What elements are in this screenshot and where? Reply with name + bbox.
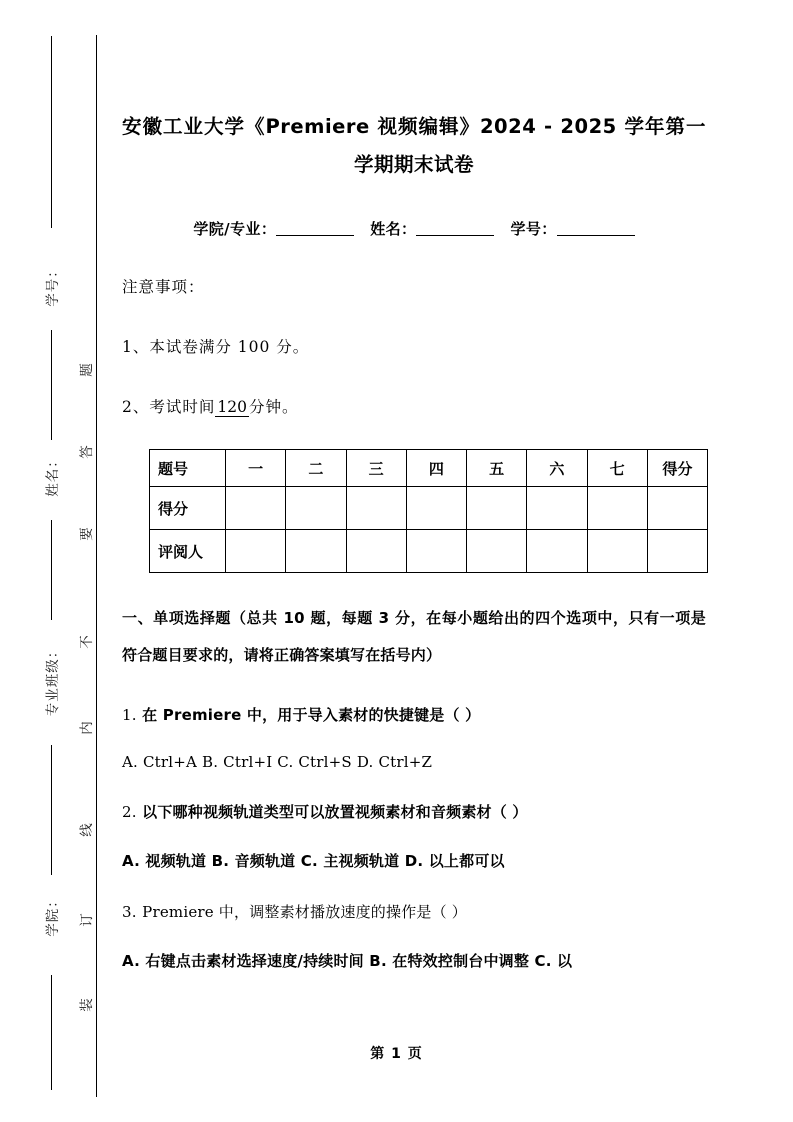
table-row-header [150, 450, 708, 487]
score-row-label-grader: 评阅人 [150, 530, 226, 573]
margin-label-college: 学院： [45, 893, 61, 937]
grader-cell[interactable] [286, 530, 346, 573]
margin-label-class: 专业班级： [45, 643, 61, 717]
question-3-text: Premiere 中，调整素材播放速度的操作是（ ） [142, 903, 467, 921]
binding-margin [0, 0, 110, 1122]
score-table-header-3: 三 [346, 450, 406, 487]
outer-vertical-rule-segment [51, 975, 52, 1090]
margin-seal-char-7: 订 [79, 913, 95, 927]
notice-item-2 [122, 395, 706, 417]
page-footer: 第 1 页 [370, 1046, 423, 1062]
question-1-options[interactable]: A. Ctrl+A B. Ctrl+I C. Ctrl+S D. Ctrl+Z [122, 753, 433, 771]
margin-seal-char-1: 题 [79, 363, 95, 377]
margin-seal-char-3: 要 [79, 527, 95, 541]
score-table-header-2: 二 [286, 450, 346, 487]
score-table [149, 449, 708, 573]
margin-seal-char-4: 不 [79, 635, 95, 649]
notice-item-2-after: 分钟。 [248, 398, 299, 416]
grader-cell[interactable] [346, 530, 406, 573]
section-one-heading: 一、单项选择题（总共 10 题，每题 3 分，在每小题给出的四个选项中，只有一项是符合题目要求的，请将正确答案填写在括号内） [122, 609, 706, 664]
grader-cell[interactable] [226, 530, 286, 573]
outer-vertical-rule-segment [51, 330, 52, 440]
grader-cell[interactable] [587, 530, 647, 573]
exam-content [122, 108, 706, 971]
grader-cell[interactable] [467, 530, 527, 573]
question-3-number: 3. [122, 903, 137, 921]
score-cell[interactable] [587, 487, 647, 530]
student-id-label: 学号： [510, 220, 557, 238]
outer-vertical-rule-segment [51, 745, 52, 875]
table-row [150, 530, 708, 573]
college-major-label: 学院/专业： [193, 220, 277, 238]
question-2-stem [122, 801, 706, 822]
score-table-header-6: 六 [527, 450, 587, 487]
student-id-blank[interactable] [557, 235, 635, 236]
score-cell[interactable] [406, 487, 466, 530]
score-table-header-7: 七 [587, 450, 647, 487]
score-table-header-8: 得分 [647, 450, 707, 487]
question-2-number: 2. [122, 803, 137, 821]
score-table-header-4: 四 [406, 450, 466, 487]
page-title: 安徽工业大学《Premiere 视频编辑》2024 - 2025 学年第一学期期末试卷 [122, 115, 706, 176]
table-row [150, 487, 708, 530]
margin-seal-char-2: 答 [79, 445, 95, 459]
score-cell[interactable] [286, 487, 346, 530]
question-3-stem [122, 901, 706, 922]
margin-label-student-id: 学号： [45, 263, 61, 307]
margin-seal-char-6: 线 [79, 823, 95, 837]
notice-item-2-before: 2、考试时间 [122, 398, 216, 416]
grader-cell[interactable] [527, 530, 587, 573]
inner-vertical-rule [96, 35, 97, 1097]
notice-heading: 注意事项： [122, 278, 205, 296]
notice-item-1: 1、本试卷满分 100 分。 [122, 338, 310, 356]
question-1-stem [122, 704, 706, 725]
margin-seal-char-5: 内 [79, 721, 95, 735]
score-table-header-1: 一 [226, 450, 286, 487]
name-label: 姓名： [370, 220, 417, 238]
exam-duration-value: 120 [217, 398, 247, 416]
question-3-options[interactable]: A. 右键点击素材选择速度/持续时间 B. 在特效控制台中调整 C. 以 [122, 952, 573, 970]
grader-cell[interactable] [406, 530, 466, 573]
question-2-text: 以下哪种视频轨道类型可以放置视频素材和音频素材（ ） [142, 803, 528, 821]
score-cell[interactable] [346, 487, 406, 530]
score-table-header-0: 题号 [150, 450, 226, 487]
name-blank[interactable] [416, 235, 494, 236]
score-row-label-score: 得分 [150, 487, 226, 530]
question-2-options[interactable]: A. 视频轨道 B. 音频轨道 C. 主视频轨道 D. 以上都可以 [122, 852, 505, 870]
score-cell[interactable] [467, 487, 527, 530]
outer-vertical-rule-segment [51, 36, 52, 228]
college-major-blank[interactable] [276, 235, 354, 236]
grader-cell[interactable] [647, 530, 707, 573]
score-cell[interactable] [647, 487, 707, 530]
question-1-text: 在 Premiere 中，用于导入素材的快捷键是（ ） [142, 706, 481, 724]
score-table-header-5: 五 [467, 450, 527, 487]
score-cell[interactable] [527, 487, 587, 530]
margin-label-name: 姓名： [45, 453, 61, 497]
question-1-number: 1. [122, 706, 137, 724]
score-cell[interactable] [226, 487, 286, 530]
margin-seal-char-8: 装 [79, 998, 95, 1012]
identity-line [122, 218, 706, 239]
outer-vertical-rule-segment [51, 520, 52, 620]
